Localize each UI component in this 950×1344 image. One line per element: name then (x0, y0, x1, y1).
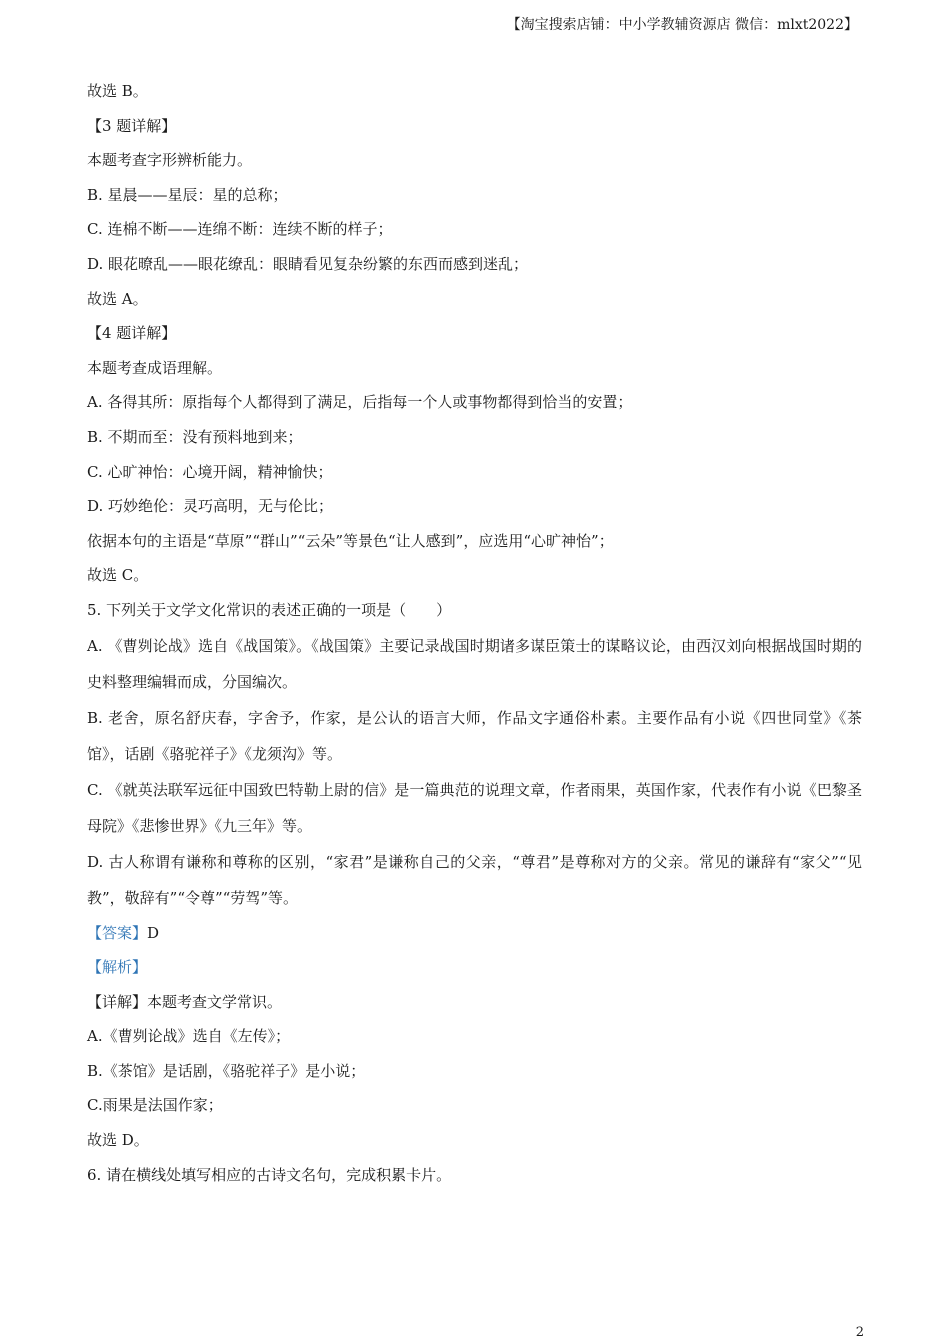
detail-line: C.雨果是法国作家； (87, 1096, 223, 1115)
text-line: 依据本句的主语是“草原”“群山”“云朵”等景色“让人感到”，应选用“心旷神怡”； (87, 531, 614, 550)
detail-line: 【详解】本题考查文学常识。 (87, 992, 283, 1011)
detail-line: B.《茶馆》是话剧，《骆驼祥子》是小说； (87, 1061, 366, 1080)
question-5-option-a: A. 《曹刿论战》选自《战国策》。《战国策》主要记录战国时期诸多谋臣策士的谋略议论，由西汉刘向根据战国时期的史料整理编辑而成，分国编次。 (87, 636, 862, 691)
question-5-stem: 5. 下列关于文学文化常识的表述正确的一项是（ ） (87, 600, 452, 619)
page-header: 【淘宝搜索店铺：中小学教辅资源店 微信：mlxt2022】 (506, 17, 858, 33)
text-line: 本题考查成语理解。 (87, 358, 223, 377)
section-heading-q3: 【3 题详解】 (87, 116, 177, 135)
question-5-option-d: D. 古人称谓有谦称和尊称的区别，“家君”是谦称自己的父亲，“尊君”是尊称对方的父亲。常见的谦辞有“家父”“见教”，敬辞有”“令尊”“劳驾”等。 (87, 852, 862, 907)
conclusion-q3: 故选 A。 (87, 289, 148, 308)
text-line: C. 心旷神怡：心境开阔，精神愉快； (87, 462, 333, 481)
question-6-stem: 6. 请在横线处填写相应的古诗文名句，完成积累卡片。 (87, 1165, 452, 1184)
conclusion-q5: 故选 D。 (87, 1131, 149, 1150)
text-line: B. 不期而至：没有预料地到来； (87, 427, 303, 446)
answer-label: 【答案】 (87, 923, 148, 942)
conclusion-q4: 故选 C。 (87, 566, 149, 585)
analysis-label: 【解析】 (87, 958, 148, 977)
text-line: C. 连棉不断——连绵不断：连续不断的样子； (87, 220, 393, 239)
text-line: D. 眼花暸乱——眼花缭乱：眼睛看见复杂纷繁的东西而感到迷乱； (87, 254, 529, 273)
question-5-option-b: B. 老舍，原名舒庆春，字舍予，作家，是公认的语言大师，作品文字通俗朴素。主要作品有小说《四世同堂》《茶馆》，话剧《骆驼祥子》《龙须沟》等。 (87, 708, 862, 763)
document-body (87, 74, 862, 1192)
answer-line (87, 916, 862, 951)
text-line: A. 各得其所：原指每个人都得到了满足，后指每一个人或事物都得到恰当的安置； (87, 393, 633, 412)
answer-value: D (147, 923, 160, 942)
text-line: B. 星晨——星辰：星的总称； (87, 185, 288, 204)
section-heading-q4: 【4 题详解】 (87, 324, 177, 343)
text-line: D. 巧妙绝伦：灵巧高明，无与伦比； (87, 497, 334, 516)
conclusion-q2: 故选 B。 (87, 82, 148, 100)
page-number: 2 (855, 1325, 864, 1340)
text-line: 本题考查字形辨析能力。 (87, 151, 253, 170)
detail-line: A.《曹刿论战》选自《左传》； (87, 1027, 291, 1046)
question-5-option-c: C. 《就英法联军远征中国致巴特勒上尉的信》是一篇典范的说理文章，作者雨果，英国作家，代表作有小说《巴黎圣母院》《悲惨世界》《九三年》等。 (87, 780, 862, 835)
